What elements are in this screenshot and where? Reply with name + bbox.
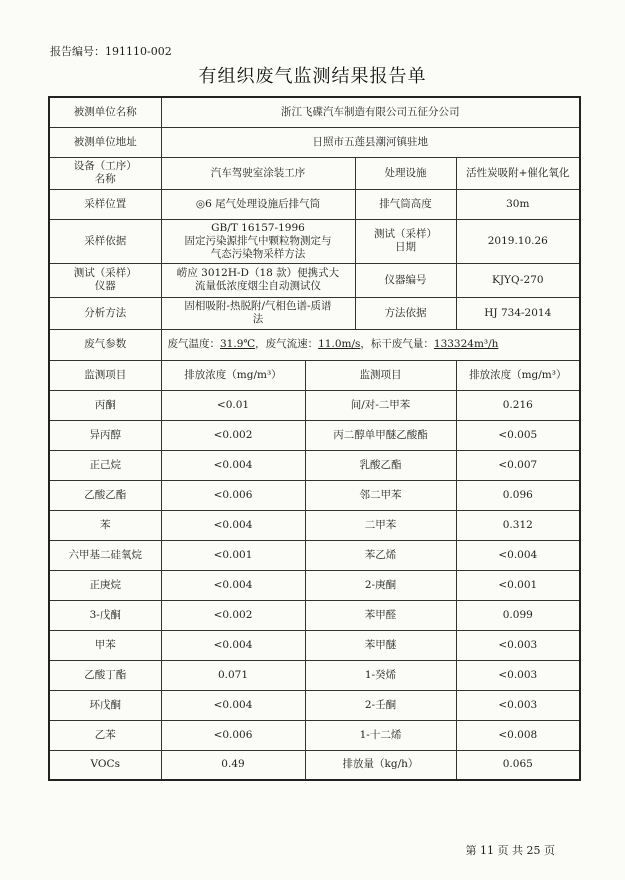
instrument-no-label: 仪器编号 xyxy=(355,263,456,297)
table-row xyxy=(49,630,580,660)
item-name: 排放量（kg/h） xyxy=(305,750,456,780)
item-name: 邻二甲苯 xyxy=(305,480,456,510)
basis-label: 采样依据 xyxy=(49,219,161,263)
item-name: 苯乙烯 xyxy=(305,540,456,570)
item-name: 间/对-二甲苯 xyxy=(305,390,456,420)
unit-label: 被测单位名称 xyxy=(49,97,161,127)
treatment-label: 处理设施 xyxy=(355,157,456,189)
item-name: 正庚烷 xyxy=(49,570,161,600)
item-concentration: <0.01 xyxy=(161,390,305,420)
table-row xyxy=(49,480,580,510)
date-label: 测试（采样） 日期 xyxy=(355,219,456,263)
instrument-value: 崂应 3012H-D（18 款）便携式大 流量低浓度烟尘自动测试仪 xyxy=(161,263,355,297)
table-row xyxy=(49,750,580,780)
address-label: 被测单位地址 xyxy=(49,127,161,157)
gas-speed-label: ，废气流速： xyxy=(255,338,319,350)
item-concentration: <0.002 xyxy=(161,420,305,450)
item-concentration: <0.003 xyxy=(456,630,580,660)
item-name: 3-戊酮 xyxy=(49,600,161,630)
gas-speed-value: 11.0m/s xyxy=(318,338,361,350)
info-row-position xyxy=(49,189,580,219)
item-concentration: <0.008 xyxy=(456,720,580,750)
info-row-address xyxy=(49,127,580,157)
item-name: 2-壬酮 xyxy=(305,690,456,720)
table-row xyxy=(49,720,580,750)
item-name: 苯甲醛 xyxy=(305,600,456,630)
item-name: 苯甲醚 xyxy=(305,630,456,660)
item-name: 正己烷 xyxy=(49,450,161,480)
item-concentration: <0.002 xyxy=(161,600,305,630)
item-concentration: <0.005 xyxy=(456,420,580,450)
results-body xyxy=(49,390,580,780)
item-name: 甲苯 xyxy=(49,630,161,660)
table-row xyxy=(49,600,580,630)
method-value: 固相吸附-热脱附/气相色谱-质谱 法 xyxy=(161,297,355,329)
table-row xyxy=(49,390,580,420)
item-concentration: <0.004 xyxy=(456,540,580,570)
page-number: 第 11 页 共 25 页 xyxy=(465,844,555,857)
item-name: 苯 xyxy=(49,510,161,540)
item-name: 六甲基二硅氧烷 xyxy=(49,540,161,570)
item-name: 1-癸烯 xyxy=(305,660,456,690)
item-concentration: 0.49 xyxy=(161,750,305,780)
item-concentration: <0.006 xyxy=(161,720,305,750)
gas-temp-value: 31.9℃ xyxy=(220,338,256,350)
item-concentration: <0.007 xyxy=(456,450,580,480)
page-title: 有组织废气监测结果报告单 xyxy=(198,66,427,87)
instrument-no-value: KJYQ-270 xyxy=(456,263,580,297)
item-name: 二甲苯 xyxy=(305,510,456,540)
item-concentration: <0.003 xyxy=(456,660,580,690)
item-concentration: <0.004 xyxy=(161,630,305,660)
item-name: 乳酸乙酯 xyxy=(305,450,456,480)
gas-params-label: 废气参数 xyxy=(49,329,161,360)
item-concentration: <0.004 xyxy=(161,570,305,600)
unit-value: 浙江飞碟汽车制造有限公司五征分公司 xyxy=(161,97,580,127)
col-conc-header-a: 排放浓度（mg/m³） xyxy=(161,360,305,390)
gas-temp-label: 废气温度： xyxy=(167,338,220,350)
item-name: 丙酮 xyxy=(49,390,161,420)
item-concentration: 0.312 xyxy=(456,510,580,540)
item-concentration: <0.004 xyxy=(161,510,305,540)
gas-flow-value: 133324m³/h xyxy=(433,338,499,350)
item-name: 1-十二烯 xyxy=(305,720,456,750)
item-concentration: 0.096 xyxy=(456,480,580,510)
item-name: 乙酸乙酯 xyxy=(49,480,161,510)
table-row xyxy=(49,690,580,720)
item-concentration: <0.003 xyxy=(456,690,580,720)
info-row-instrument xyxy=(49,263,580,297)
address-value: 日照市五莲县潮河镇驻地 xyxy=(161,127,580,157)
item-concentration: 0.216 xyxy=(456,390,580,420)
treatment-value: 活性炭吸附+催化氧化 xyxy=(456,157,580,189)
item-concentration: <0.001 xyxy=(456,570,580,600)
gas-flow-label: ，标干废气量： xyxy=(360,338,434,350)
equipment-label: 设备（工序） 名称 xyxy=(49,157,161,189)
item-name: 乙苯 xyxy=(49,720,161,750)
item-name: 2-庚酮 xyxy=(305,570,456,600)
table-row xyxy=(49,570,580,600)
item-name: VOCs xyxy=(49,750,161,780)
item-concentration: <0.001 xyxy=(161,540,305,570)
stack-height-value: 30m xyxy=(456,189,580,219)
position-label: 采样位置 xyxy=(49,189,161,219)
info-row-method xyxy=(49,297,580,329)
col-item-header-b: 监测项目 xyxy=(305,360,456,390)
item-concentration: <0.004 xyxy=(161,690,305,720)
report-number-label: 报告编号： xyxy=(50,45,105,58)
stack-height-label: 排气筒高度 xyxy=(355,189,456,219)
info-row-unit xyxy=(49,97,580,127)
col-item-header-a: 监测项目 xyxy=(49,360,161,390)
method-basis-label: 方法依据 xyxy=(355,297,456,329)
table-row xyxy=(49,510,580,540)
method-basis-value: HJ 734-2014 xyxy=(456,297,580,329)
equipment-value: 汽车驾驶室涂装工序 xyxy=(161,157,355,189)
item-concentration: 0.071 xyxy=(161,660,305,690)
results-header-row xyxy=(49,360,580,390)
table-row xyxy=(49,450,580,480)
item-concentration: 0.099 xyxy=(456,600,580,630)
table-row xyxy=(49,540,580,570)
item-name: 环戊酮 xyxy=(49,690,161,720)
basis-value: GB/T 16157-1996 固定污染源排气中颗粒物测定与 气态污染物采样方法 xyxy=(161,219,355,263)
item-concentration: 0.065 xyxy=(456,750,580,780)
monitoring-report-table xyxy=(48,96,581,781)
item-name: 异丙醇 xyxy=(49,420,161,450)
gas-params-value xyxy=(161,329,580,360)
position-value: ◎6 尾气处理设施后排气筒 xyxy=(161,189,355,219)
date-value: 2019.10.26 xyxy=(456,219,580,263)
table-row xyxy=(49,420,580,450)
table-row xyxy=(49,660,580,690)
info-row-equipment xyxy=(49,157,580,189)
item-name: 乙酸丁酯 xyxy=(49,660,161,690)
report-number-value: 191110-002 xyxy=(105,45,172,58)
item-name: 丙二醇单甲醚乙酸酯 xyxy=(305,420,456,450)
col-conc-header-b: 排放浓度（mg/m³） xyxy=(456,360,580,390)
instrument-label: 测试（采样） 仪器 xyxy=(49,263,161,297)
item-concentration: <0.004 xyxy=(161,450,305,480)
item-concentration: <0.006 xyxy=(161,480,305,510)
info-row-basis xyxy=(49,219,580,263)
report-number xyxy=(50,43,172,59)
info-row-gas-params xyxy=(49,329,580,360)
method-label: 分析方法 xyxy=(49,297,161,329)
